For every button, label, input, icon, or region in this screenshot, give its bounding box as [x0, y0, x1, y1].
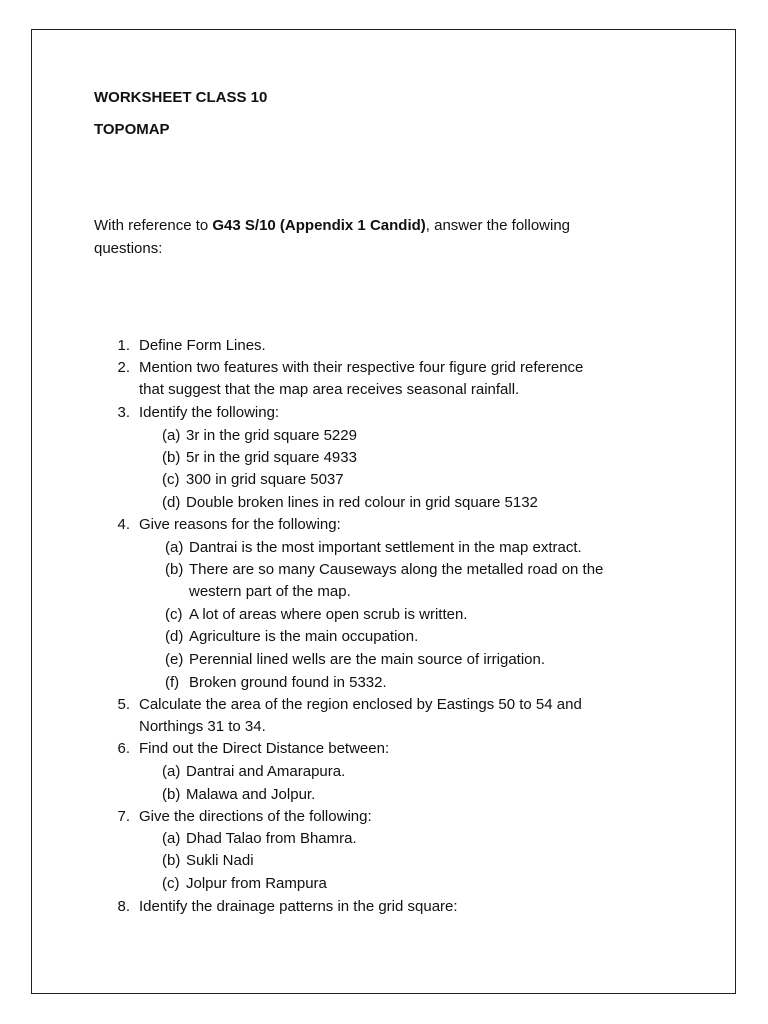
sub-question-text: Dantrai and Amarapura.: [186, 763, 346, 780]
sub-question-text: Sukli Nadi: [186, 852, 254, 869]
sub-question-text: Dhad Talao from Bhamra.: [186, 830, 357, 847]
question-text: Define Form Lines.: [139, 337, 266, 354]
sub-question-text: Malawa and Jolpur.: [186, 786, 316, 803]
sub-question-text-continued: western part of the map.: [189, 583, 351, 600]
question-text: Give the directions of the following:: [139, 808, 372, 825]
question-text: Identify the following:: [139, 404, 280, 421]
sub-question-label: (a): [162, 763, 181, 780]
sub-question-text: Dantrai is the most important settlement in the map extract.: [189, 539, 582, 556]
sub-question-text: There are so many Causeways along the metalled road on the: [189, 561, 604, 578]
sub-question-label: (d): [165, 628, 184, 645]
question-number: 2.: [117, 359, 130, 376]
question-text-continued: that suggest that the map area receives seasonal rainfall.: [139, 381, 520, 398]
intro-line-1: [94, 215, 570, 238]
question-text-continued: Northings 31 to 34.: [139, 718, 266, 735]
sub-question-label: (e): [165, 651, 184, 668]
question-text: Identify the drainage patterns in the grid square:: [139, 898, 458, 915]
topic-title: TOPOMAP: [94, 121, 170, 138]
intro-suffix: , answer the following: [425, 217, 571, 234]
sub-question-label: (b): [162, 786, 181, 803]
question-text: Mention two features with their respective four figure grid reference: [139, 359, 584, 376]
sub-question-text: Perennial lined wells are the main source of irrigation.: [189, 651, 546, 668]
sub-question-text: 5r in the grid square 4933: [186, 449, 357, 466]
sub-question-label: (b): [162, 449, 181, 466]
question-text: Give reasons for the following:: [139, 516, 341, 533]
question-number: 6.: [117, 740, 130, 757]
sub-question-label: (a): [162, 830, 181, 847]
sub-question-text: Agriculture is the main occupation.: [189, 628, 419, 645]
question-number: 8.: [117, 898, 130, 915]
question-number: 1.: [117, 337, 130, 354]
sub-question-text: A lot of areas where open scrub is written.: [189, 606, 468, 623]
question-number: 4.: [117, 516, 130, 533]
sub-question-label: (c): [165, 606, 183, 623]
sub-question-text: Broken ground found in 5332.: [189, 674, 387, 691]
question-number: 5.: [117, 696, 130, 713]
sub-question-text: 300 in grid square 5037: [186, 471, 344, 488]
sub-question-text: Double broken lines in red colour in grid square 5132: [186, 494, 538, 511]
sub-question-label: (f): [165, 674, 180, 691]
sub-question-label: (a): [165, 539, 184, 556]
intro-line-2: questions:: [94, 240, 163, 257]
sub-question-label: (b): [165, 561, 184, 578]
question-number: 3.: [117, 404, 130, 421]
intro-prefix: With reference to: [94, 217, 213, 234]
sub-question-label: (b): [162, 852, 181, 869]
sub-question-label: (c): [162, 875, 180, 892]
sub-question-label: (a): [162, 427, 181, 444]
question-number: 7.: [117, 808, 130, 825]
question-text: Find out the Direct Distance between:: [139, 740, 390, 757]
sub-question-text: 3r in the grid square 5229: [186, 427, 357, 444]
worksheet-title: WORKSHEET CLASS 10: [94, 89, 268, 106]
sub-question-label: (c): [162, 471, 180, 488]
map-reference: G43 S/10 (Appendix 1 Candid): [212, 217, 426, 234]
question-text: Calculate the area of the region enclosed by Eastings 50 to 54 and: [139, 696, 582, 713]
sub-question-label: (d): [162, 494, 181, 511]
sub-question-text: Jolpur from Rampura: [186, 875, 327, 892]
